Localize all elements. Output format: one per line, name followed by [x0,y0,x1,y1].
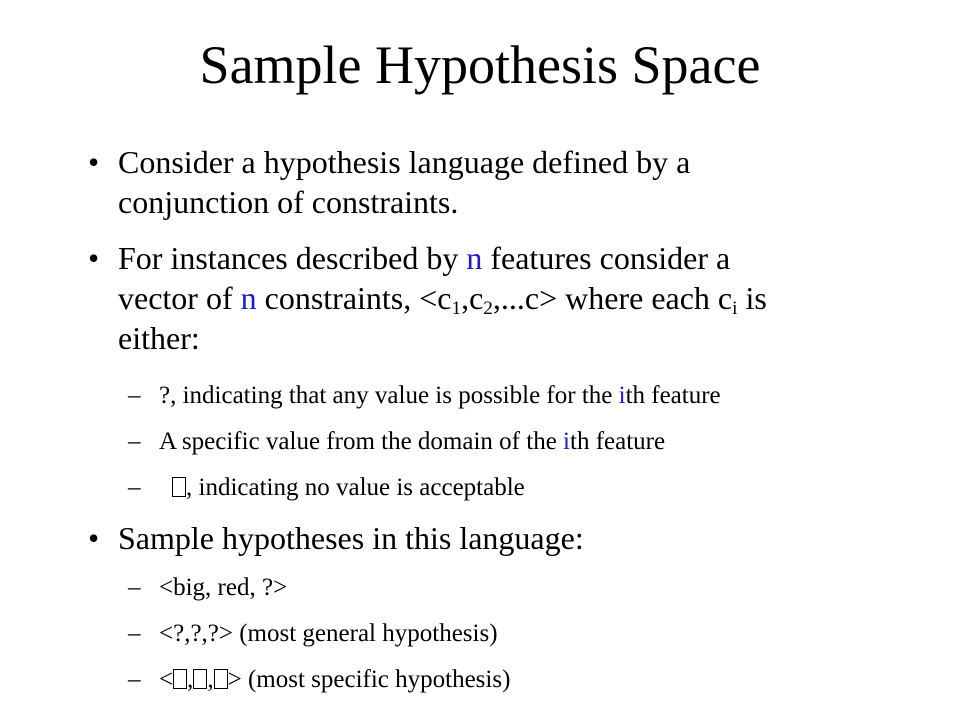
slide-title: Sample Hypothesis Space [199,35,761,95]
empty-symbol-icon [214,669,228,689]
bullet-text-line: either: [118,320,200,356]
bullet-text-line: vector of n constraints, $<c_1,c_2,...c>$ where each $c_i$ is [118,280,767,319]
dash-icon: – [128,574,141,601]
slide: Sample Hypothesis Space • Consider a hypothesis language defined by a conjunction of constraints. • For instances described by n features consider a vector of n constraints, $<c_1,c_2,...c>$ where each $c_i$ is either: – ?, indicating that any value is possible for the ith feature – A specific value from the domain of the ith feature – , indicating no value is acceptable • Sample hypotheses in this language: – <big, red, ?> – <?,?,?> (most general hypothesis) – < , , > (most specific hypothesis) [0,0,960,720]
empty-symbol-icon [172,477,186,497]
bullet-icon: • [88,240,100,276]
variable-n: n [466,240,483,276]
bullet-text-line: For instances described by n features consider a [118,240,731,276]
dash-icon: – [128,382,141,409]
bullet-text-line: Sample hypotheses in this language: [118,520,584,556]
dash-icon: – [128,474,141,501]
bullet-icon: • [88,520,100,556]
dash-icon: – [128,620,141,647]
sample-text: <?,?,?> (most general hypothesis) [159,620,498,647]
sample-text: < , , > (most specific hypothesis) [159,666,511,693]
subscript: 2 [483,297,493,319]
sample-text: <big, red, ?> [159,574,288,601]
subscript: i [732,297,738,319]
variable-i: i [563,428,570,455]
variable-i: i [618,382,626,409]
subscript: 1 [451,297,462,319]
empty-symbol-icon [173,669,187,689]
empty-symbol-icon [193,669,207,689]
variable-n: n [240,280,257,316]
bullet-text-line: conjunction of constraints. [118,184,459,220]
dash-icon: – [128,666,141,693]
bullet-icon: • [88,144,100,180]
bullet-text-line: Consider a hypothesis language defined by a [118,144,691,180]
dash-icon: – [128,428,141,455]
